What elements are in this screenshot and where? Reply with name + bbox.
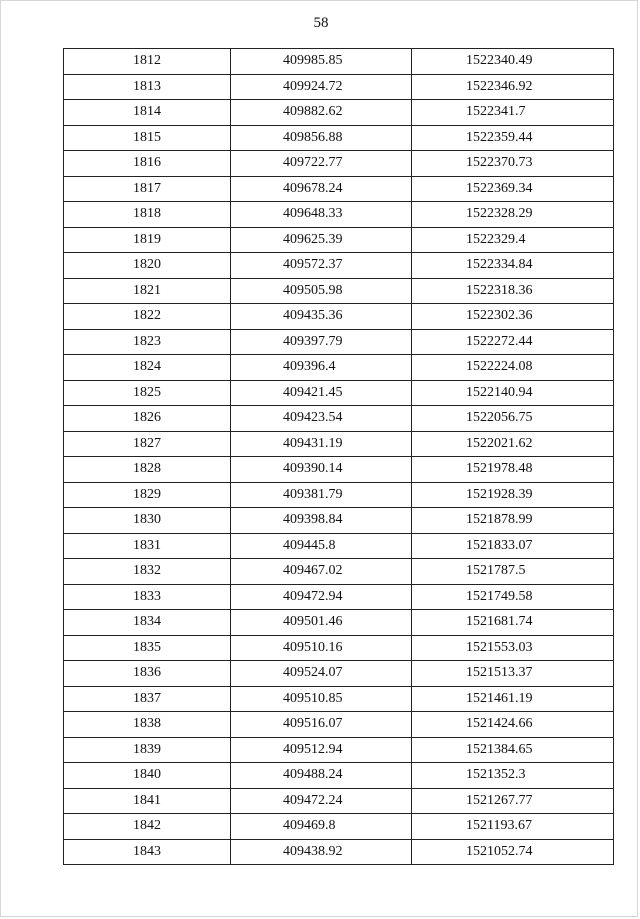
table-row (64, 49, 614, 75)
point-number-cell: 1820 (64, 253, 231, 279)
x-coordinate-cell: 409722.77 (231, 151, 412, 177)
y-coordinate-cell: 1521928.39 (412, 482, 614, 508)
point-number-cell: 1814 (64, 100, 231, 126)
x-coordinate-cell: 409438.92 (231, 839, 412, 865)
x-coordinate-cell: 409512.94 (231, 737, 412, 763)
table-row (64, 457, 614, 483)
table-row (64, 788, 614, 814)
y-coordinate-cell: 1521193.67 (412, 814, 614, 840)
x-coordinate-cell: 409510.85 (231, 686, 412, 712)
point-number-cell: 1843 (64, 839, 231, 865)
y-coordinate-cell: 1521978.48 (412, 457, 614, 483)
point-number-cell: 1831 (64, 533, 231, 559)
point-number-cell: 1826 (64, 406, 231, 432)
table-row (64, 482, 614, 508)
table-row (64, 763, 614, 789)
x-coordinate-cell: 409510.16 (231, 635, 412, 661)
y-coordinate-cell: 1521513.37 (412, 661, 614, 687)
y-coordinate-cell: 1522370.73 (412, 151, 614, 177)
x-coordinate-cell: 409501.46 (231, 610, 412, 636)
x-coordinate-cell: 409396.4 (231, 355, 412, 381)
y-coordinate-cell: 1522369.34 (412, 176, 614, 202)
point-number-cell: 1817 (64, 176, 231, 202)
x-coordinate-cell: 409985.85 (231, 49, 412, 75)
table-row (64, 304, 614, 330)
point-number-cell: 1824 (64, 355, 231, 381)
x-coordinate-cell: 409467.02 (231, 559, 412, 585)
x-coordinate-cell: 409524.07 (231, 661, 412, 687)
table-row (64, 686, 614, 712)
x-coordinate-cell: 409431.19 (231, 431, 412, 457)
table-row (64, 176, 614, 202)
table-row (64, 533, 614, 559)
x-coordinate-cell: 409398.84 (231, 508, 412, 534)
point-number-cell: 1812 (64, 49, 231, 75)
table-row (64, 355, 614, 381)
point-number-cell: 1815 (64, 125, 231, 151)
point-number-cell: 1842 (64, 814, 231, 840)
point-number-cell: 1823 (64, 329, 231, 355)
point-number-cell: 1813 (64, 74, 231, 100)
x-coordinate-cell: 409924.72 (231, 74, 412, 100)
x-coordinate-cell: 409625.39 (231, 227, 412, 253)
point-number-cell: 1839 (64, 737, 231, 763)
x-coordinate-cell: 409472.24 (231, 788, 412, 814)
point-number-cell: 1822 (64, 304, 231, 330)
table-row (64, 380, 614, 406)
y-coordinate-cell: 1522140.94 (412, 380, 614, 406)
table-row (64, 661, 614, 687)
y-coordinate-cell: 1521553.03 (412, 635, 614, 661)
x-coordinate-cell: 409488.24 (231, 763, 412, 789)
y-coordinate-cell: 1522224.08 (412, 355, 614, 381)
table-row (64, 202, 614, 228)
point-number-cell: 1825 (64, 380, 231, 406)
y-coordinate-cell: 1521384.65 (412, 737, 614, 763)
table-row (64, 559, 614, 585)
point-number-cell: 1816 (64, 151, 231, 177)
point-number-cell: 1832 (64, 559, 231, 585)
x-coordinate-cell: 409572.37 (231, 253, 412, 279)
y-coordinate-cell: 1521267.77 (412, 788, 614, 814)
table-row (64, 151, 614, 177)
x-coordinate-cell: 409856.88 (231, 125, 412, 151)
table-row (64, 74, 614, 100)
table-row (64, 814, 614, 840)
y-coordinate-cell: 1522328.29 (412, 202, 614, 228)
table-row (64, 278, 614, 304)
point-number-cell: 1830 (64, 508, 231, 534)
x-coordinate-cell: 409882.62 (231, 100, 412, 126)
x-coordinate-cell: 409678.24 (231, 176, 412, 202)
y-coordinate-cell: 1521424.66 (412, 712, 614, 738)
y-coordinate-cell: 1522346.92 (412, 74, 614, 100)
y-coordinate-cell: 1522302.36 (412, 304, 614, 330)
x-coordinate-cell: 409505.98 (231, 278, 412, 304)
point-number-cell: 1836 (64, 661, 231, 687)
point-number-cell: 1841 (64, 788, 231, 814)
x-coordinate-cell: 409648.33 (231, 202, 412, 228)
table-row (64, 839, 614, 865)
y-coordinate-cell: 1522340.49 (412, 49, 614, 75)
x-coordinate-cell: 409435.36 (231, 304, 412, 330)
y-coordinate-cell: 1522021.62 (412, 431, 614, 457)
point-number-cell: 1835 (64, 635, 231, 661)
y-coordinate-cell: 1521681.74 (412, 610, 614, 636)
page-number: 58 (313, 15, 329, 31)
table-row (64, 125, 614, 151)
y-coordinate-cell: 1522341.7 (412, 100, 614, 126)
y-coordinate-cell: 1522272.44 (412, 329, 614, 355)
y-coordinate-cell: 1521461.19 (412, 686, 614, 712)
point-number-cell: 1818 (64, 202, 231, 228)
x-coordinate-cell: 409390.14 (231, 457, 412, 483)
table-row (64, 227, 614, 253)
x-coordinate-cell: 409421.45 (231, 380, 412, 406)
table-row (64, 737, 614, 763)
table-row (64, 712, 614, 738)
point-number-cell: 1834 (64, 610, 231, 636)
x-coordinate-cell: 409469.8 (231, 814, 412, 840)
table-row (64, 584, 614, 610)
x-coordinate-cell: 409381.79 (231, 482, 412, 508)
x-coordinate-cell: 409516.07 (231, 712, 412, 738)
point-number-cell: 1827 (64, 431, 231, 457)
x-coordinate-cell: 409445.8 (231, 533, 412, 559)
x-coordinate-cell: 409472.94 (231, 584, 412, 610)
coordinate-table-body (64, 49, 614, 865)
y-coordinate-cell: 1521878.99 (412, 508, 614, 534)
point-number-cell: 1828 (64, 457, 231, 483)
y-coordinate-cell: 1522056.75 (412, 406, 614, 432)
point-number-cell: 1829 (64, 482, 231, 508)
y-coordinate-cell: 1521749.58 (412, 584, 614, 610)
y-coordinate-cell: 1521052.74 (412, 839, 614, 865)
table-row (64, 508, 614, 534)
y-coordinate-cell: 1522359.44 (412, 125, 614, 151)
y-coordinate-cell: 1522334.84 (412, 253, 614, 279)
y-coordinate-cell: 1522329.4 (412, 227, 614, 253)
x-coordinate-cell: 409423.54 (231, 406, 412, 432)
table-row (64, 329, 614, 355)
point-number-cell: 1837 (64, 686, 231, 712)
y-coordinate-cell: 1522318.36 (412, 278, 614, 304)
point-number-cell: 1821 (64, 278, 231, 304)
coordinate-table (63, 48, 614, 865)
point-number-cell: 1838 (64, 712, 231, 738)
y-coordinate-cell: 1521833.07 (412, 533, 614, 559)
point-number-cell: 1840 (64, 763, 231, 789)
table-row (64, 431, 614, 457)
table-row (64, 406, 614, 432)
table-row (64, 610, 614, 636)
point-number-cell: 1819 (64, 227, 231, 253)
table-row (64, 253, 614, 279)
point-number-cell: 1833 (64, 584, 231, 610)
x-coordinate-cell: 409397.79 (231, 329, 412, 355)
table-row (64, 635, 614, 661)
y-coordinate-cell: 1521352.3 (412, 763, 614, 789)
y-coordinate-cell: 1521787.5 (412, 559, 614, 585)
table-row (64, 100, 614, 126)
